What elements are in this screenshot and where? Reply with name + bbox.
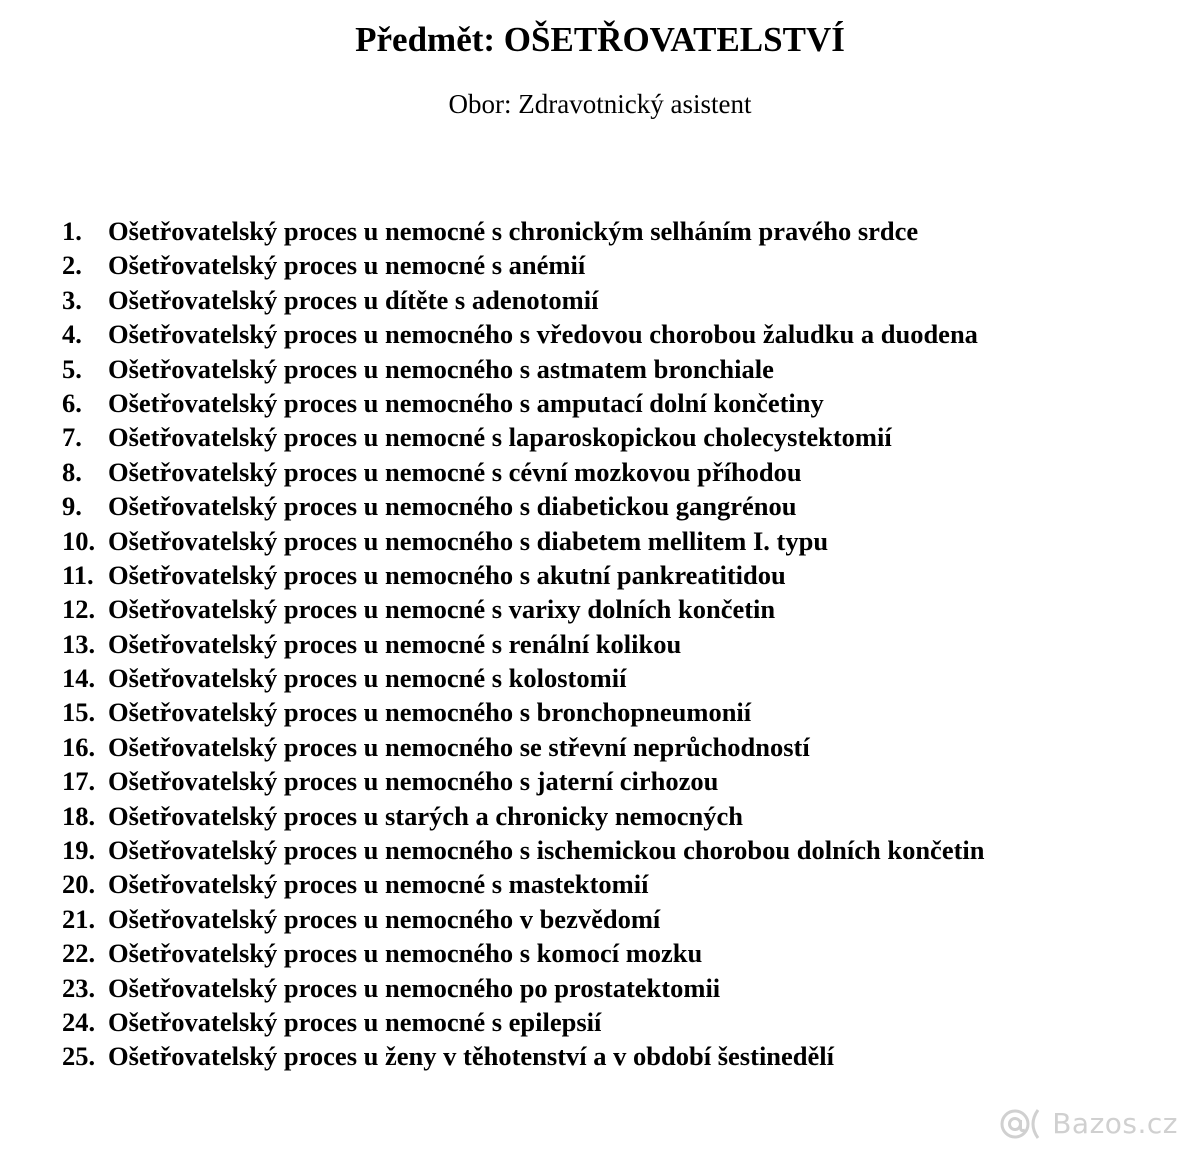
topic-number: 20. [62,869,96,900]
topic-item [62,1005,985,1039]
topic-number: 12. [62,594,96,625]
topic-item [62,489,985,523]
topic-number: 1. [62,216,82,246]
document-subtitle: Obor: Zdravotnický asistent [448,89,752,119]
topic-item [62,730,985,764]
topic-number: 9. [62,491,82,522]
topic-number: 19. [62,835,96,866]
topic-list [62,214,985,1074]
topic-number: 13. [62,628,96,659]
watermark-text: Bazos.cz [1052,1107,1178,1140]
topic-item [62,1039,985,1073]
document-title: Předmět: OŠETŘOVATELSTVÍ [355,20,845,59]
topic-text: Ošetřovatelský proces u nemocného s amputací dolní končetiny [108,387,824,418]
topic-item [62,695,985,729]
topic-item [62,214,985,248]
topic-number: 21. [62,903,96,934]
topic-number: 6. [62,387,82,418]
topic-text: Ošetřovatelský proces u nemocného s jaterní cirhozou [108,766,719,797]
topic-text: Ošetřovatelský proces u nemocné s epilepsií [108,1006,602,1037]
topic-number: 25. [62,1041,96,1072]
topic-item [62,524,985,558]
topic-number: 11. [62,559,94,590]
topic-number: 15. [62,697,96,728]
topic-item [62,455,985,489]
topic-text: Ošetřovatelský proces u nemocné s mastektomií [108,869,649,900]
topic-number: 18. [62,800,96,831]
topic-item [62,283,985,317]
topic-number: 23. [62,972,96,1003]
topic-item [62,248,985,282]
topic-text: Ošetřovatelský proces u nemocné s kolostomií [108,663,627,694]
topic-number: 4. [62,319,82,350]
topic-text: Ošetřovatelský proces u nemocného po prostatektomii [108,972,721,1003]
topic-item [62,902,985,936]
topic-text: Ošetřovatelský proces u nemocného s diabetickou gangrénou [108,491,797,522]
topic-item [62,799,985,833]
topic-text: Ošetřovatelský proces u nemocného s ischemickou chorobou dolních končetin [108,835,985,866]
topic-text: Ošetřovatelský proces u nemocné s laparoskopickou cholecystektomií [108,422,892,453]
topic-number: 2. [62,250,82,281]
topic-text: Ošetřovatelský proces u nemocného s vředovou chorobou žaludku a duodena [108,319,978,350]
topic-number: 10. [62,525,96,556]
topic-text: Ošetřovatelský proces u ženy v těhotenství a v období šestinedělí [108,1041,835,1072]
topic-number: 17. [62,766,96,797]
topic-item [62,867,985,901]
topic-text: Ošetřovatelský proces u nemocné s varixy dolních končetin [108,594,776,625]
topic-text: Ošetřovatelský proces u nemocné s renální kolikou [108,628,682,659]
topic-text: Ošetřovatelský proces u nemocného v bezvědomí [108,903,661,934]
topic-number: 5. [62,353,82,384]
topic-text: Ošetřovatelský proces u dítěte s adenotomií [108,284,599,315]
topic-item [62,386,985,420]
topic-text: Ošetřovatelský proces u nemocného s akutní pankreatitidou [108,559,786,590]
topic-number: 14. [62,663,96,694]
topic-text: Ošetřovatelský proces u nemocného s diabetem mellitem I. typu [108,525,829,556]
topic-text: Ošetřovatelský proces u nemocného s bronchopneumonií [108,697,752,728]
topic-number: 24. [62,1006,96,1037]
topic-number: 22. [62,938,96,969]
topic-item [62,627,985,661]
topic-number: 16. [62,731,96,762]
topic-number: 3. [62,284,82,315]
topic-item [62,833,985,867]
topic-item [62,317,985,351]
topic-item [62,420,985,454]
topic-item [62,764,985,798]
watermark [998,1106,1178,1142]
topic-item [62,971,985,1005]
topic-item [62,558,985,592]
at-sign-icon [998,1106,1046,1142]
topic-number: 8. [62,456,82,487]
topic-number: 7. [62,422,82,453]
topic-text: Ošetřovatelský proces u nemocné s cévní mozkovou příhodou [108,456,802,487]
topic-item [62,352,985,386]
topic-text: Ošetřovatelský proces u starých a chronicky nemocných [108,800,743,831]
topic-item [62,592,985,626]
topic-text: Ošetřovatelský proces u nemocného s astmatem bronchiale [108,353,774,384]
topic-item [62,936,985,970]
topic-text: Ošetřovatelský proces u nemocného se střevní neprůchodností [108,731,810,762]
topic-text: Ošetřovatelský proces u nemocné s chronickým selháním pravého srdce [108,216,919,246]
topic-item [62,661,985,695]
topic-text: Ošetřovatelský proces u nemocného s komocí mozku [108,938,703,969]
topic-text: Ošetřovatelský proces u nemocné s anémií [108,250,586,281]
